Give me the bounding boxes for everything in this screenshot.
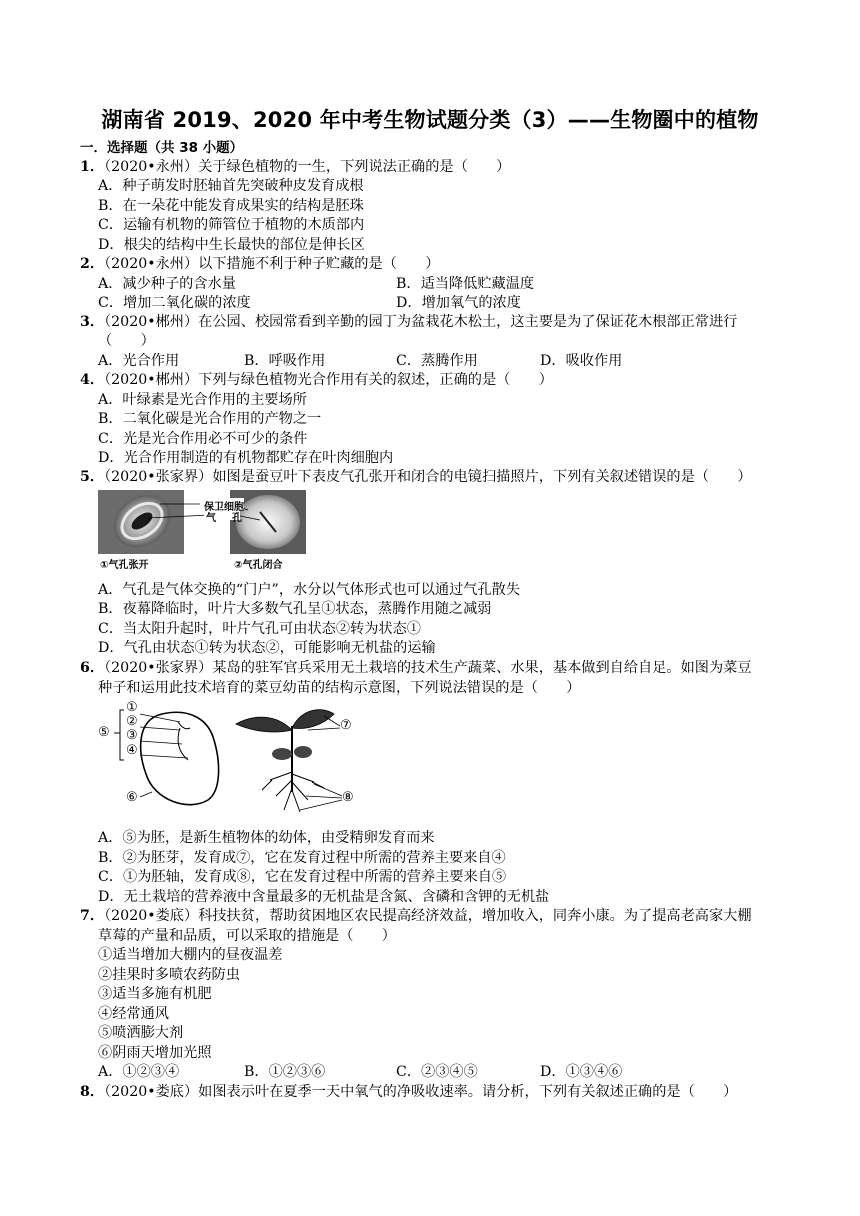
question-3-stem-continued: （ ） — [98, 333, 155, 349]
question-number: 4． — [80, 372, 105, 388]
question-4-option-a: A．叶绿素是光合作用的主要场所 — [98, 392, 307, 408]
seedling-leaf-left — [236, 717, 292, 732]
question-6-option-d: D．无土栽培的营养液中含量最多的无机盐是含氮、含磷和含钾的无机盐 — [98, 889, 550, 905]
question-6-option-c: C．①为胚轴，发育成⑧，它在发育过程中所需的营养主要来自⑤ — [98, 869, 507, 885]
question-7-measure-5: ⑤喷洒膨大剂 — [98, 1025, 184, 1041]
question-2-option-d: D．增加氧气的浓度 — [396, 295, 521, 311]
question-3-option-a: A．光合作用 — [98, 353, 180, 369]
question-4-option-c: C．光是光合作用必不可少的条件 — [98, 431, 308, 447]
question-number: 5． — [80, 469, 105, 485]
question-number: 8． — [80, 1084, 105, 1100]
question-5-option-b: B．夜幕降临时，叶片大多数气孔呈①状态，蒸腾作用随之减弱 — [98, 601, 492, 617]
question-7-option-a: A．①②③④ — [98, 1064, 180, 1080]
question-7-measure-2: ②挂果时多喷农药防虫 — [98, 967, 240, 983]
question-number: 6． — [80, 660, 105, 676]
question-7-stem-continued: 草莓的产量和品质，可以采取的措施是（ ） — [98, 928, 396, 944]
label-5: ⑤ — [98, 725, 110, 740]
question-2-stem: 2．（2020•永州）以下措施不利于种子贮藏的是（ ） — [80, 256, 440, 272]
seed-coat — [141, 712, 219, 804]
question-number: 1． — [80, 159, 105, 175]
stomata-figure — [98, 490, 306, 570]
label-7: ⑦ — [340, 718, 352, 733]
question-7-measure-6: ⑥阴雨天增加光照 — [98, 1045, 212, 1061]
question-1-option-c: C．运输有机物的筛管位于植物的木质部内 — [98, 217, 365, 233]
question-7-stem: 7．（2020•娄底）科技扶贫，帮助贫困地区农民提高经济效益，增加收入，同奔小康。为了提高老高家大棚 — [80, 908, 752, 924]
question-5-stem: 5．（2020•张家界）如图是蚕豆叶下表皮气孔张开和闭合的电镜扫描照片，下列有关叙述错误的是（ ） — [80, 469, 752, 485]
question-5-option-a: A．气孔是气体交换的“门户”，水分以气体形式也可以通过气孔散失 — [98, 582, 521, 598]
caption-stoma-closed: ②气孔闭合 — [234, 560, 283, 571]
question-4-option-d: D．光合作用制造的有机物都贮存在叶肉细胞内 — [98, 450, 394, 466]
bean-seed-figure — [96, 700, 366, 820]
label-6: ⑥ — [126, 790, 138, 805]
label-guard-cell: 保卫细胞 — [204, 502, 244, 513]
label-3: ③ — [126, 728, 138, 743]
question-6-option-a: A．⑤为胚，是新生植物体的幼体，由受精卵发育而来 — [98, 830, 435, 846]
page-title: 湖南省 2019、2020 年中考生物试题分类（3）——生物圈中的植物 — [101, 108, 759, 132]
label-1: ① — [126, 700, 138, 715]
question-3-option-c: C．蒸腾作用 — [396, 353, 478, 369]
question-7-option-c: C．②③④⑤ — [396, 1064, 478, 1080]
question-2-option-a: A．减少种子的含水量 — [98, 276, 236, 292]
question-4-option-b: B．二氧化碳是光合作用的产物之一 — [98, 411, 322, 427]
cotyledon-right — [294, 746, 312, 758]
caption-stoma-open: ①气孔张开 — [100, 560, 149, 571]
question-2-option-c: C．增加二氧化碳的浓度 — [98, 295, 251, 311]
seedling-leaf-right — [292, 710, 334, 729]
question-7-option-d: D．①③④⑥ — [540, 1064, 623, 1080]
question-5-option-d: D．气孔由状态①转为状态②，可能影响无机盐的运输 — [98, 640, 436, 656]
section-heading: 一．选择题（共 38 小题） — [80, 140, 244, 156]
question-number: 7． — [80, 908, 105, 924]
cotyledon-left — [272, 748, 292, 760]
label-4: ④ — [126, 743, 138, 758]
question-1-option-d: D．根尖的结构中生长最快的部位是伸长区 — [98, 237, 365, 253]
question-7-measure-1: ①适当增加大棚内的昼夜温差 — [98, 947, 283, 963]
question-6-stem-continued: 种子和运用此技术培育的菜豆幼苗的结构示意图，下列说法错误的是（ ） — [98, 680, 581, 696]
question-7-option-b: B．①②③⑥ — [244, 1064, 326, 1080]
question-6-option-b: B．②为胚芽，发育成⑦，它在发育过程中所需的营养主要来自④ — [98, 850, 506, 866]
question-1-stem: 1．（2020•永州）关于绿色植物的一生，下列说法正确的是（ ） — [80, 159, 511, 175]
question-7-measure-3: ③适当多施有机肥 — [98, 986, 212, 1002]
question-1-option-b: B．在一朵花中能发育成果实的结构是胚珠 — [98, 198, 364, 214]
question-5-option-c: C．当太阳升起时，叶片气孔可由状态②转为状态① — [98, 621, 421, 637]
question-3-option-b: B．呼吸作用 — [244, 353, 326, 369]
question-7-measure-4: ④经常通风 — [98, 1006, 169, 1022]
question-8-stem: 8．（2020•娄底）如图表示叶在夏季一天中氧气的净吸收速率。请分析，下列有关叙述正确的是（ ） — [80, 1084, 738, 1100]
question-1-option-a: A．种子萌发时胚轴首先突破种皮发育成根 — [98, 178, 364, 194]
question-3-option-d: D．吸收作用 — [540, 353, 623, 369]
label-2: ② — [126, 714, 138, 729]
question-number: 3． — [80, 314, 105, 330]
label-stoma-b: 孔 — [232, 513, 242, 524]
question-3-stem: 3．（2020•郴州）在公园、校园常看到辛勤的园丁为盆栽花木松土，这主要是为了保证花木根部正常进行 — [80, 314, 738, 330]
label-8: ⑧ — [342, 790, 354, 805]
question-6-stem: 6．（2020•张家界）某岛的驻军官兵采用无土栽培的技术生产蔬菜、水果，基本做到自给自足。如图为菜豆 — [80, 660, 752, 676]
question-2-option-b: B．适当降低贮藏温度 — [396, 276, 535, 292]
question-number: 2． — [80, 256, 105, 272]
label-stoma-a: 气 — [206, 513, 216, 524]
question-4-stem: 4．（2020•郴州）下列与绿色植物光合作用有关的叙述，正确的是（ ） — [80, 372, 553, 388]
